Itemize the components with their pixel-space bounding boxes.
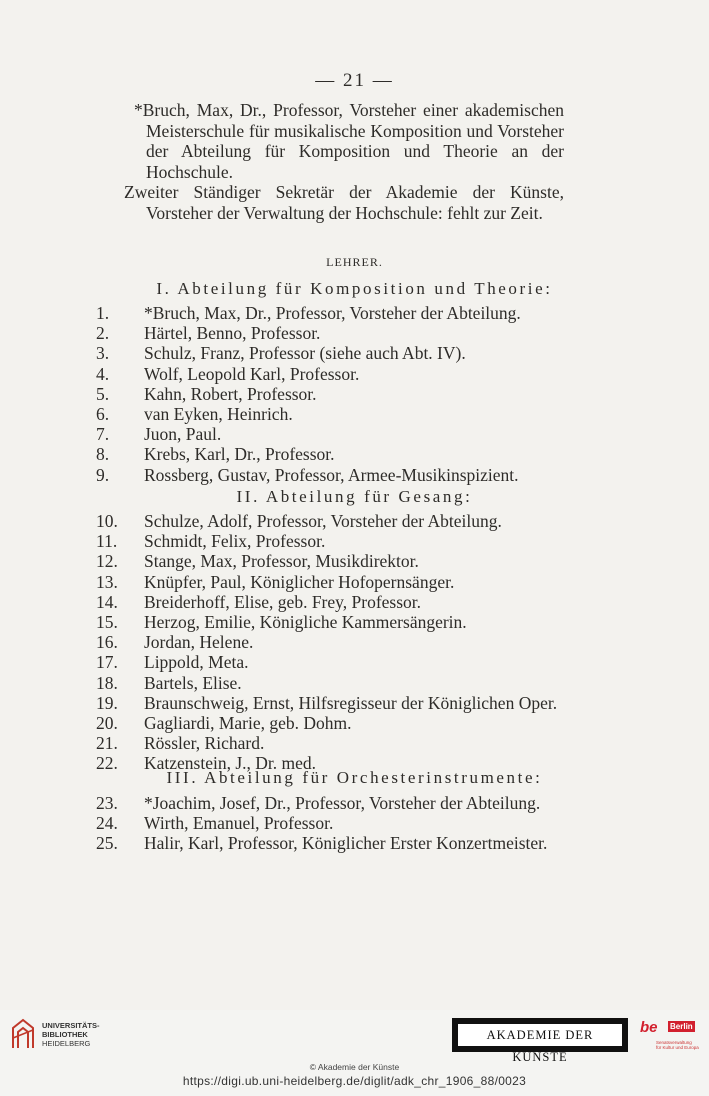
entry-number: 6. xyxy=(96,404,110,425)
entry-text: Schulz, Franz, Professor (siehe auch Abt. IV). xyxy=(144,343,466,364)
berlin-sub-line: Senatsverwaltung xyxy=(656,1040,692,1045)
berlin-sub-line: für Kultur und Europa xyxy=(656,1045,699,1050)
entry-text: Jordan, Helene. xyxy=(144,632,254,653)
entry-number: 3. xyxy=(96,343,110,364)
entry-number: 24. xyxy=(96,813,118,834)
entry-text: Breiderhoff, Elise, geb. Frey, Professor. xyxy=(144,591,422,612)
copyright-line: © Akademie der Künste xyxy=(309,1062,400,1072)
entry-text: Juon, Paul. xyxy=(144,424,222,445)
entry-text: Herzog, Emilie, Königliche Kammersängerin. xyxy=(144,612,467,633)
entry-number: 4. xyxy=(96,363,110,384)
entry-number: 9. xyxy=(96,464,110,485)
teacher-entry xyxy=(96,343,566,363)
teacher-entry xyxy=(96,384,566,404)
entry-text: Krebs, Karl, Dr., Professor. xyxy=(144,444,335,465)
permalink-url[interactable]: https://digi.ub.uni-heidelberg.de/diglit/adk_chr_1906_88/0023 xyxy=(182,1074,527,1088)
entry-number: 5. xyxy=(96,383,110,404)
entry-number: 17. xyxy=(96,652,118,673)
intro-paragraph: Zweiter Ständiger Sekretär der Akademie der Künste, Vorsteher der Verwaltung der Hochschule: fehlt zur Zeit. xyxy=(124,182,564,223)
entry-number: 23. xyxy=(96,793,118,813)
entry-number: 18. xyxy=(96,672,118,693)
viewer-footer xyxy=(0,1010,709,1096)
entry-number: 7. xyxy=(96,424,110,445)
berlin-box: Berlin xyxy=(670,1022,693,1031)
entry-number: 11. xyxy=(96,531,118,552)
intro-block xyxy=(124,100,564,223)
section-title: I. Abteilung für Komposition und Theorie: xyxy=(156,279,553,298)
teacher-entry xyxy=(96,531,566,551)
entry-text: Rossberg, Gustav, Professor, Armee-Musikinspizient. xyxy=(144,464,519,485)
adk-logo[interactable] xyxy=(452,1018,628,1064)
teacher-list xyxy=(96,511,566,774)
teacher-entry xyxy=(96,652,566,672)
teacher-entry xyxy=(96,833,566,853)
entry-number: 16. xyxy=(96,632,118,653)
entry-text: *Joachim, Josef, Dr., Professor, Vorsteher der Abteilung. xyxy=(144,793,541,813)
teacher-entry xyxy=(96,693,566,713)
entry-number: 21. xyxy=(96,733,118,754)
ub-heidelberg-logo[interactable] xyxy=(10,1018,100,1050)
teacher-entry xyxy=(96,793,566,813)
entry-number: 20. xyxy=(96,713,118,734)
entry-number: 10. xyxy=(96,511,118,531)
entry-number: 13. xyxy=(96,571,118,592)
entry-number: 1. xyxy=(96,303,110,323)
entry-text: Lippold, Meta. xyxy=(144,652,249,673)
section-title: II. Abteilung für Gesang: xyxy=(236,487,473,506)
teacher-entry xyxy=(96,424,566,444)
ub-emblem-icon xyxy=(10,1018,36,1050)
teacher-entry xyxy=(96,673,566,693)
teacher-entry xyxy=(96,323,566,343)
entry-text: Rössler, Richard. xyxy=(144,733,265,754)
section-title: III. Abteilung für Orchesterinstrumente: xyxy=(166,768,543,787)
entry-number: 15. xyxy=(96,612,118,633)
entry-text: Gagliardi, Marie, geb. Dohm. xyxy=(144,713,352,734)
teacher-entry xyxy=(96,303,566,323)
adk-label: AKADEMIE DER KÜNSTE xyxy=(457,1023,623,1047)
entry-text: Bartels, Elise. xyxy=(144,672,242,693)
entry-text: Härtel, Benno, Professor. xyxy=(144,323,321,344)
entry-text: Schulze, Adolf, Professor, Vorsteher der Abteilung. xyxy=(144,511,502,531)
teacher-entry xyxy=(96,572,566,592)
teacher-entry xyxy=(96,364,566,384)
teacher-entry xyxy=(96,465,566,485)
teacher-entry xyxy=(96,511,566,531)
entry-number: 22. xyxy=(96,753,118,774)
teacher-entry xyxy=(96,813,566,833)
entry-text: Halir, Karl, Professor, Königlicher Erster Konzertmeister. xyxy=(144,833,548,854)
teacher-entry xyxy=(96,733,566,753)
entry-text: Stange, Max, Professor, Musikdirektor. xyxy=(144,551,419,572)
entry-text: Schmidt, Felix, Professor. xyxy=(144,531,326,552)
teacher-entry xyxy=(96,551,566,571)
teacher-entry xyxy=(96,592,566,612)
teacher-entry xyxy=(96,713,566,733)
entry-number: 25. xyxy=(96,833,118,854)
entry-number: 12. xyxy=(96,551,118,572)
entry-text: van Eyken, Heinrich. xyxy=(144,404,293,425)
entry-text: *Bruch, Max, Dr., Professor, Vorsteher der Abteilung. xyxy=(144,303,521,323)
page-number: — 21 — xyxy=(315,70,394,91)
teacher-entry xyxy=(96,612,566,632)
ub-line: BIBLIOTHEK xyxy=(42,1029,88,1039)
teacher-entry xyxy=(96,444,566,464)
entry-text: Wirth, Emanuel, Professor. xyxy=(144,813,334,834)
entry-number: 2. xyxy=(96,323,110,344)
teacher-list xyxy=(96,303,566,485)
ub-label xyxy=(42,1021,100,1048)
entry-number: 14. xyxy=(96,591,118,612)
entry-number: 8. xyxy=(96,444,110,465)
teacher-entry xyxy=(96,404,566,424)
berlin-subtitle xyxy=(656,1040,699,1050)
ub-line: HEIDELBERG xyxy=(42,1038,91,1048)
entry-text: Kahn, Robert, Professor. xyxy=(144,383,317,404)
intro-paragraph: *Bruch, Max, Dr., Professor, Vorsteher einer akademischen Meisterschule für musikalische Komposition und Vorsteher der Abteilung für Komposition und Theorie an der Hochschule. xyxy=(134,100,564,182)
entry-number: 19. xyxy=(96,692,118,713)
entry-text: Wolf, Leopold Karl, Professor. xyxy=(144,363,360,384)
teacher-entry xyxy=(96,632,566,652)
entry-text: Knüpfer, Paul, Königlicher Hofopernsänger. xyxy=(144,571,455,592)
berlin-be-mark: be xyxy=(640,1019,658,1036)
teacher-list xyxy=(96,793,566,854)
ub-line: UNIVERSITÄTS- xyxy=(42,1020,100,1030)
berlin-senate-logo[interactable] xyxy=(638,1018,700,1056)
entry-text: Braunschweig, Ernst, Hilfsregisseur der Königlichen Oper. xyxy=(144,692,558,713)
entry-text: Katzenstein, J., Dr. med. xyxy=(144,753,317,774)
lehrer-heading: LEHRER. xyxy=(326,255,383,269)
